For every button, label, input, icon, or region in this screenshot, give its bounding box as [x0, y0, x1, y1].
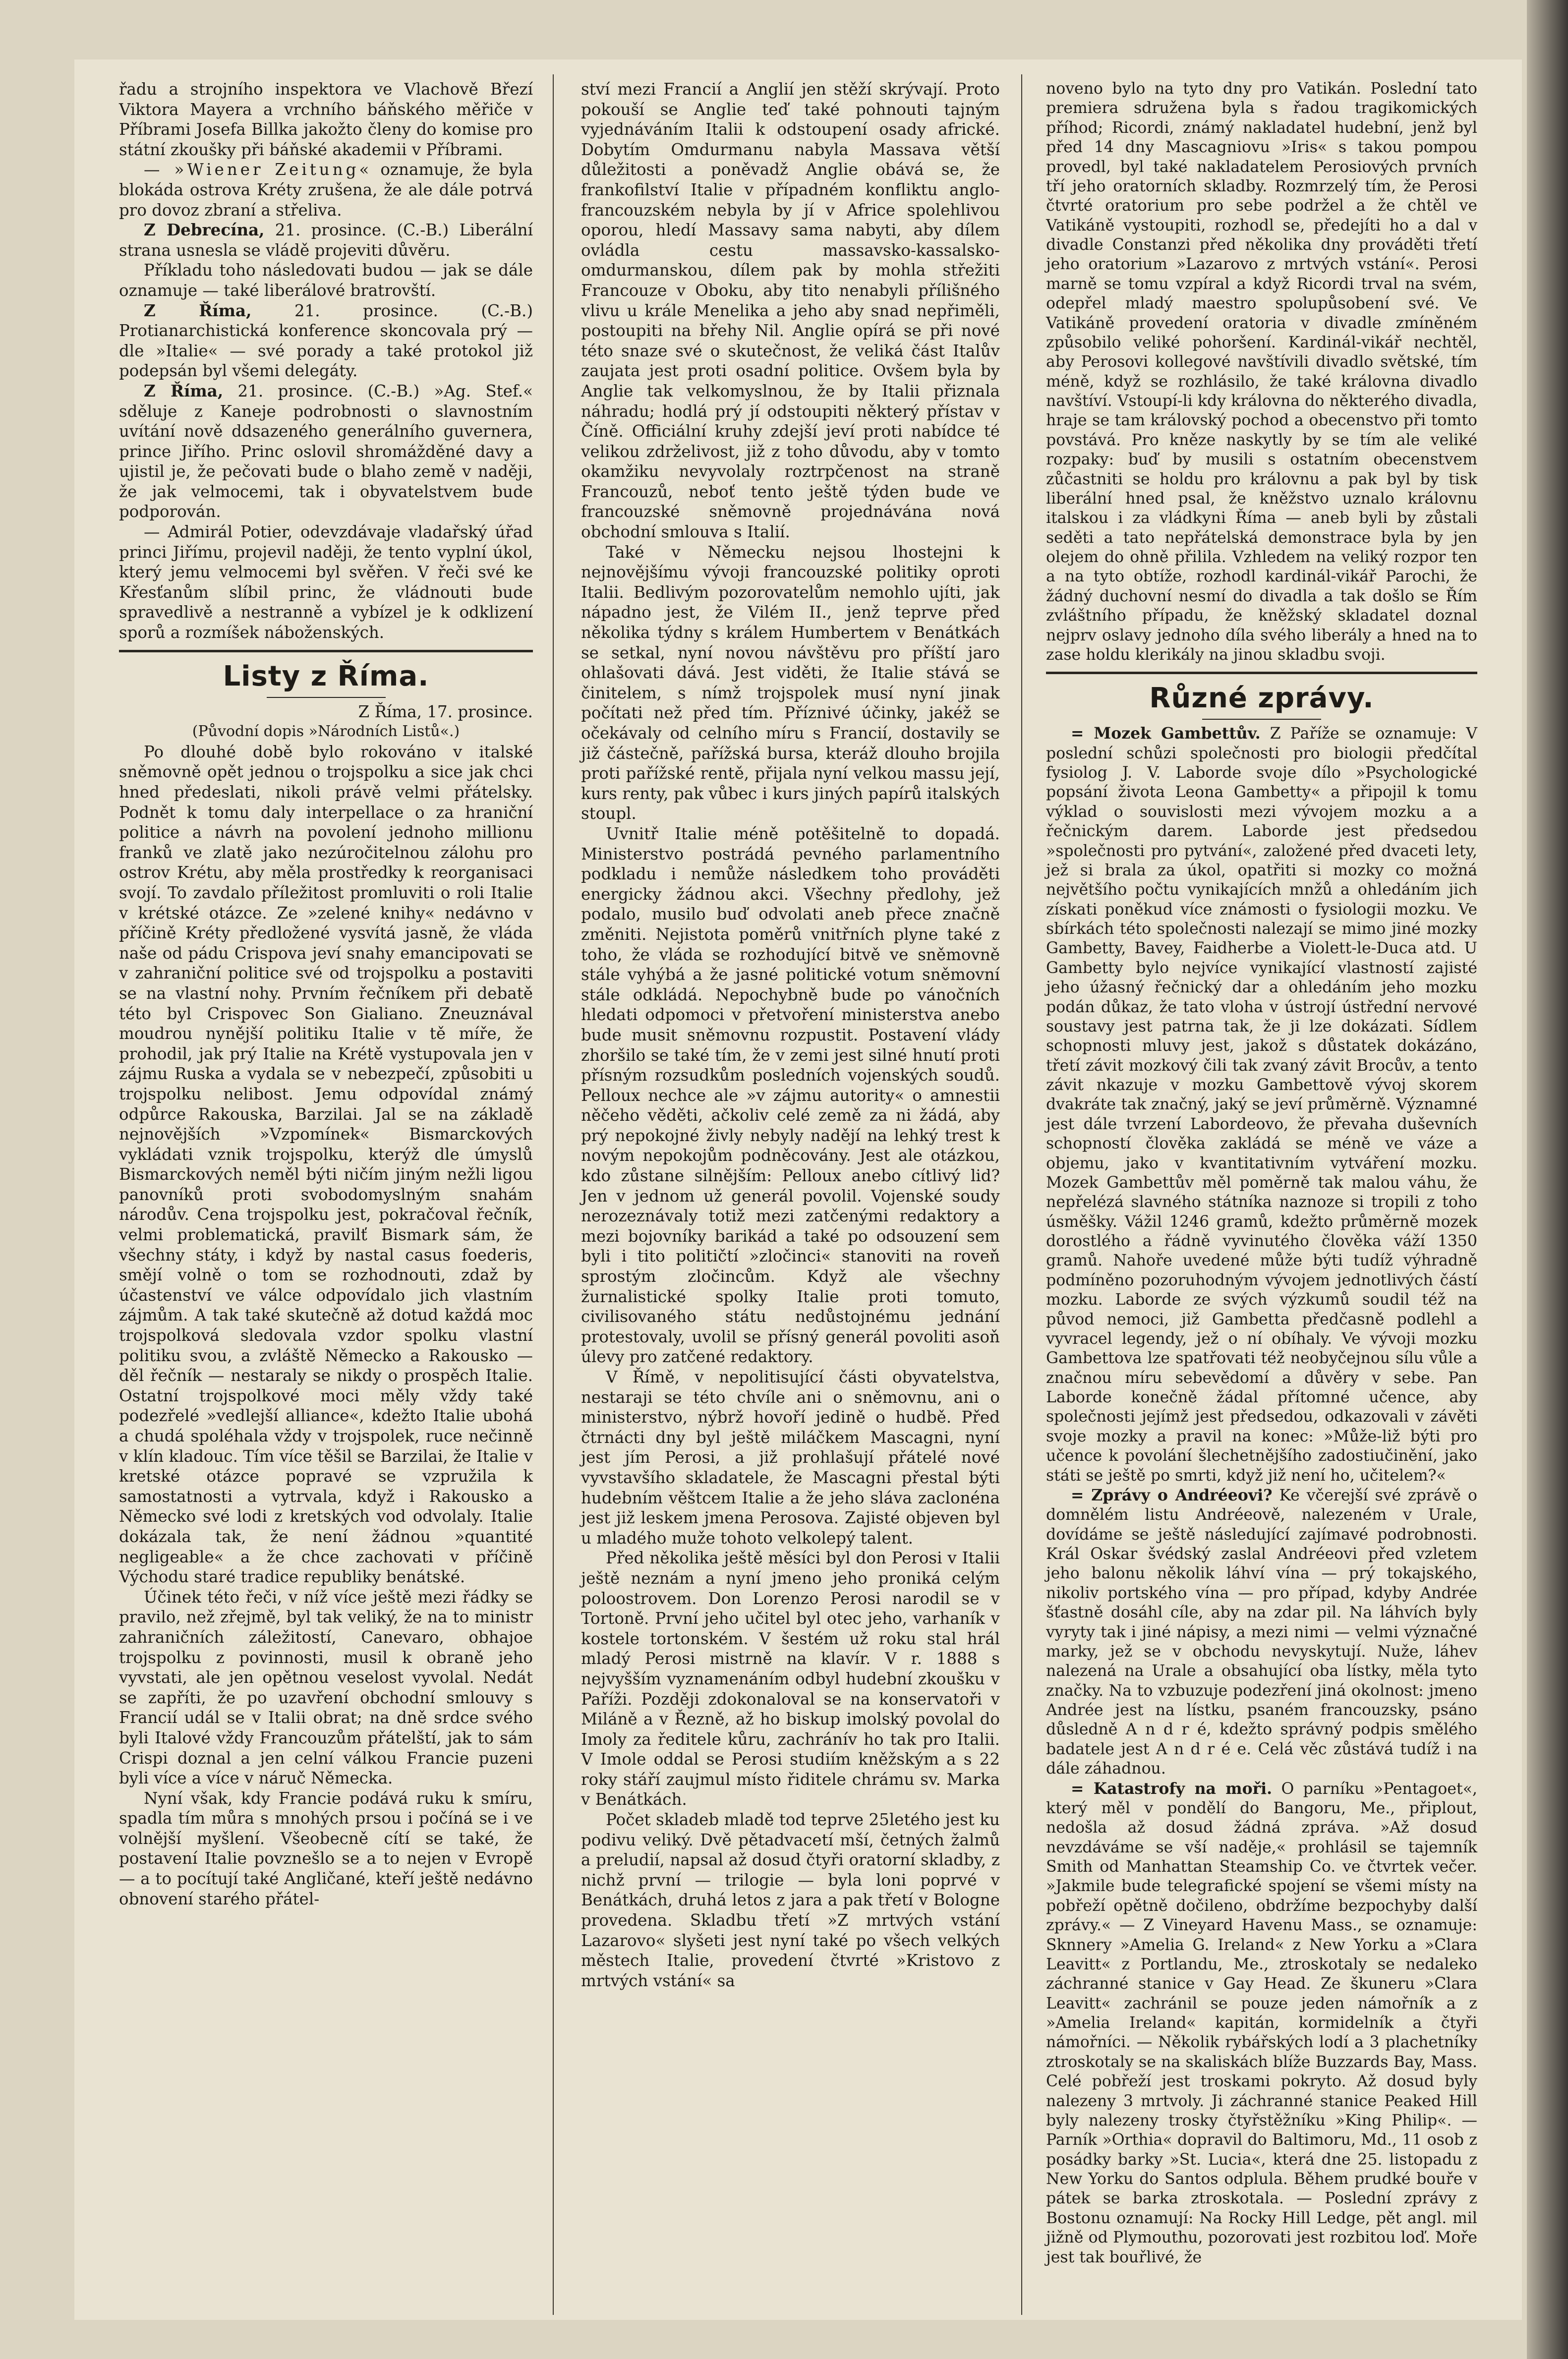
page-edge-shadow — [1527, 0, 1568, 2359]
section-heading: Listy z Říma. — [223, 660, 429, 692]
paragraph: Po dlouhé době bylo rokováno v italské sněmovně opět jednou o trojspolku a sice jak chci hned předeslati, nikoli právě velmi přátelsky. Podnět k tomu daly interpellace o za hraniční politice a návrh na povolení jednoho millionu franků ve zlatě jako nezúročitelnou zálohu pro ostrov Krétu, aby měla prostředky k reorganisaci svojí. To zavdalo příležitost promluviti o roli Italie v krétské otázce. Ze »zelené knihy« nedávno v příčině Kréty předložené vysvítá jasně, že vláda naše od pádu Crispova jeví snahy emancipovati se v zahraniční politice své od trojspolku a postaviti se na vlastní nohy. Prvním řečníkem při debatě této byl Crispovec Son Gialiano. Zneuznával moudrou nynější politiku Italie v tě míře, že prohodil, jak prý Italie na Krétě vystupovala jen v zájmu Ruska a vydala se v nebezpečí, způsobiti u trojspolku nelibost. Jemu odpovídal známý odpůrce Rakouska, Barzilai. Jal se na základě nejnovějších »Vzpomínek« Bismarckových vykládati vznik trojspolku, kterýž dle úmyslů Bismarckových neměl býti ničím jiným nežli ligou panovníků proti svobodomyslným snahám národův. Cena trojspolku jest, pokračoval řečník, velmi problematická, pravilť Bismark sám, že všechny státy, i když by nastal casus foederis, smějí volně o tom se rozhodnouti, zdaž by účastenství ve válce odpovídalo jich vlastním zájmům. A tak také skutečně až dotud každá moc trojspolková sledovala vzdor spolku vlastní politiku svou, a zvláště Německo a Rakousko — děl řečník — nestaraly se nikdy o prospěch Italie. Ostatní trojspolkové moci měly vždy také podezřelé »vedlejší alliance«, kdežto Italie ubohá a chudá spoléhala vždy v trojspolek, ruce nečinně v klín kladouc. Tím více těšil se Barzilai, že Italie v kretské otázce popravé se vzpružila k samostatnosti a vytrvala, když i Rakousko a Německo své lodi z kretských vod odvolaly. Italie dokázala tak, že není žádnou »quantité negligeable« a že chce zachovati v příčině Východu staré tradice republiky benátské. — [119, 742, 533, 1587]
paragraph: Uvnitř Italie méně potěšitelně to dopadá. Ministerstvo postrádá pevného parlamentního podkladu i nemůže následkem toho prováděti energicky žádnou akci. Všechny předlohy, jež podalo, musilo buď odvolati aneb přece značně změniti. Nejistota poměrů vnitřních plyne také z toho, že vláda se rozhodující bitvě ve sněmovně stále vyhýbá a že jasné politické votum sněmovní stále odkládá. Nepochybně bude po vánočních hledati odpomoci v přetvoření ministerstva anebo bude musit sněmovnu rozpustit. Postavení vlády zhoršilo se také tím, že v zemi jest silné hnutí proti přísným rozsudkům posledních vojenských soudů. Pelloux nechce ale »v zájmu autority« o amnestii něčeho věděti, ačkoliv celé země za ni žádá, aby prý nepokojné živly nebyly nadějí na lehký trest k novým nepokojům podněcovány. Jest ale otázkou, kdo zůstane silnějším: Pelloux anebo cítlivý lid? Jen v jednom už generál povolil. Vojenské soudy nerozeznávaly totiž mezi zatčenými redaktory a mezi bojovníky barikád a také po odsouzení sem byli i tito političtí »zločinci« stanoviti na roveň sprostým zločincům. Když ale všechny žurnalistické spolky Italie proti tomuto, civilisovaného státu nedůstojnému jednání protestovaly, uvolil se přísný generál povoliti asoň úlevy pro zatčené redaktory. — [581, 824, 1000, 1367]
paragraph: Účinek této řeči, v níž více ještě mezi řádky se pravilo, než zřejmě, byl tak veliký, že na to ministr zahraničních záležitostí, Canevaro, obhajoe trojspolku z povinnosti, musil k obraně jeho vyvstati, ale jen opětnou veselost vyvolal. Nedát se zapříti, že po uzavření obchodní smlouvy s Francií udál se v Italii obrat; na dně srdce svého byli Italové vždy Francouzům přátelští, jak to sám Crispi doznal a jen celní válkou Francie puzeni byli více a více v náruč Německa. — [119, 1587, 533, 1788]
paragraph: = Mozek Gambettův. Z Paříže se oznamuje: V poslední schůzi společnosti pro biologii předčítal fysiolog J. V. Laborde svoje dílo »Psychologické popsání života Leona Gambetty« a připojil k tomu výklad o souvislosti mezi vývojem mozku a a řečnickým darem. Laborde jest předsedou »společnosti pro pytvání«, založené před dvaceti lety, jež si brala za úkol, opatřiti si mozky co možná největšího počtu vynikajících mnžů a ohledáním jich získati poněkud více známosti o fysiologii mozku. Ve sbírkách této společnosti nalezají se mimo jiné mozky Gambetty, Bavey, Faidherbe a Violett-le-Duca atd. U Gambetty bylo nejvíce vynikající vlastností zajisté jeho úžasný řečnický dar a ohledáním jeho mozku podán důkaz, že tato vloha v ústrojí ústřední nervové soustavy jest patrna tak, že ji lze dokázati. Sídlem schopnosti mluvy jest, jakož s důstatek dokázáno, třetí závit mozkový čili tak zvaný závit Brocův, a tento závit nkazuje v mozku Gambettově vývoj skorem dvakráte tak značný, jaký se jeví průměrně. Významné jest dále tvrzení Labordeovo, že převaha duševních schopností člověka zakládá se méně ve váze a objemu, jako v kvantitativním vytváření mozku. Mozek Gambettův měl poměrně tak malou váhu, že nepřelézá slavného státníka naznoze si tropili z toho úsměšky. Vážil 1246 gramů, kdežto průměrně mozek dorostlého a řádně vyvinutého člověka váží 1350 gramů. Nahoře uvedené může býti tudíž výhradně podmíněno pozoruhodným vývojem jednotlivých částí mozku. Laborde ze svých výzkumů soudil též na původ nemoci, již Gambetta předčasně podlehl a vyvracel legendy, jež o ní obíhaly. Ve vývoji mozku Gambettova lze spatřovati též neobyčejnou sílu vůle a značnou míru sebevědomí a důvěry v sebe. Pan Laborde konečně žádal přítomné učence, aby společnosti jejímž jest předsedou, odkazovali v závěti svoje mozky a pravil na konec: »Může-liž býti pro učence k povolání šlechetnějšího zadostiučinění, jako státi se ještě po smrti, když již není ho, učitelem?« — [1046, 724, 1477, 1485]
paragraph: = Zprávy o Andréeovi? Ke včerejší své zprávě o domnělém listu Andréeově, nalezeném v Urale, dovídáme se ještě následující zajímavé podrobnosti. Král Oskar švédský zaslal Andréeovi před vzletem jeho balonu několik láhví vína — prý tokajského, nikoliv portského vína — pro případ, kdyby Andrée šťastně dosáhl cíle, aby na zdar pil. Na láhvích byly vyryty tak i jiné nápisy, a mezi nimi — velmi význačné marky, jež se v obchodu nevyskytují. Nuže, láhev nalezená na Urale a obsahující oba lístky, měla tyto značky. Na to vzbuzuje podezření jiná okolnost: jmeno Andrée jest na lístku, psaném francouzsky, psáno důsledně A n d r é, kdežto správný podpis smělého badatele jest A n d r é e. Celá věc zůstává tudíž i na dále záhadnou. — [1046, 1486, 1477, 1778]
paragraph: Také v Německu nejsou lhostejni k nejnovějšímu vývoji francouzské politiky oproti Italii. Bedlivým pozorovatelům nemohlo ujíti, jak nápadno jest, že Vilém II., jenž teprve před několika týdny s králem Humbertem v Benátkách se setkal, nyní novou návštěvu pro příští jaro ohlašovati dává. Jest viděti, že Italie stává se činitelem, s nímž trojspolek musí nyní jinak počítati než před tím. Příznivé účinky, jakéž se očekávaly od celního míru s Francií, dostavily se již částečně, pařížská bursa, kteráž dlouho brojila proti pařížské rentě, přijala nyní velkou massu její, kurs renty, pak vůbec i kurs jiných papírů italských stoupl. — [581, 542, 1000, 823]
section-divider — [119, 650, 533, 652]
heading-underline — [1202, 719, 1321, 720]
dateline: Z Říma, 17. prosince. — [358, 702, 533, 721]
paragraph: noveno bylo na tyto dny pro Vatikán. Poslední tato premiera sdružena byla s řadou tragikomických příhod; Ricordi, známý nakladatel hudební, jenž byl před 14 dny Mascagniovu »Iris« s takou pompou provedl, byl také nakladatelem Perosiových prvních tří jeho oratorních skladby. Rozmrzelý tím, že Perosi čtvrté oratorium pro sebe podržel a že chtěl ve Vatikáně vystoupiti, rozhodl se, předejíti ho a dal v divadle Constanzi před několika dny prováděti třetí jeho oratorium »Lazarovo z mrtvých vstání«. Perosi marně se tomu vzpíral a když Ricordi trval na svém, odepřel mladý maestro spolupůsobení své. Ve Vatikáně provedení oratoria v divadle zmíněném způsobilo veliké pohoršení. Kardinál-vikář nechtěl, aby Perosovi kollegové navštívili divadlo světské, tím méně, když se rozhlásilo, že také královna divadlo navštíví. Vstoupí-li kdy královna do některého divadla, hraje se tam královský pochod a obecenstvo při tomto povstává. Pro kněze naskytly by se tím ale veliké rozpaky: buď by musili s ostatním obecenstvem zůčastniti se holdu pro královnu a pak byl by tisk liberální hned psal, že kněžstvo uznalo královnu italskou i za vládkyni Říma — aneb byli by zůstali seděti a tato nepřátelská demonstrace byla by jen olejem do ohně přilila. Vzhledem na veliký rozpor ten a na tyto obtíže, rozhodl kardinál-vikář Parochi, že žádný duchovní nesmí do divadla a tak došlo se Řím zvláštního případu, že kněžský skladatel doznal nejprv oslavy jednoho díla svého liberály a hned na to zase holdu klerikály na jinou skladbu svoji. — [1046, 80, 1477, 664]
dateline-lead: Z Debrecína, — [144, 220, 265, 240]
column-3 — [1046, 79, 1477, 2267]
paragraph: Příkladu toho následovati budou — jak se dále oznamuje — také liberálové bratrovští. — [119, 261, 533, 300]
item-lead: = Zprávy o Andréeovi? — [1071, 1486, 1273, 1504]
dateline-lead: Z Říma, — [144, 381, 224, 401]
paragraph: — Admirál Potier, odevzdávaje vladařský úřad princi Jiřímu, projevil naději, že tento vyplní úkol, který jemu velmocemi byl svěřen. V řeči své ke Křesťanům slíbil princ, že vládnouti bude spravedlivě a nestranně a vybízel je k odklizení sporů a rozmíšek náboženských. — [119, 522, 533, 642]
section-heading: Různé zprávy. — [1149, 682, 1374, 715]
paragraph: Z Debrecína, 21. prosince. (C.-B.) Liberální strana usnesla se vládě projeviti důvěru. — [119, 220, 533, 260]
paragraph: ství mezi Francií a Anglií jen stěží skrývají. Proto pokouší se Anglie teď také pohnouti tajným vyjednáváním Italii k odstoupení osady africké. Dobytím Omdurmanu nabyla Massava větší důležitosti a poněvadž Anglie obává se, že frankofilství Italie v případném konfliktu anglo-francouzském nebyla by jí v Africe spolehlivou oporou, hledí Massavy sama nabyti, aby dílem ovládla cestu massavsko-kassalsko-omdurmanskou, dílem pak by mohla střežiti Francouze v Oboku, aby tito nenabyli přílišného vlivu u krále Menelika a jeho aby snad nepřiměli, postoupiti na břehy Nil. Anglie opírá se při nové této snaze své o skutečnost, že veliká část Italův zaujata jest proti osadní politice. Ovšem byla by Anglie tak velkomyslnou, že by Italii přiznala náhradu; hodlá prý jí odstoupiti některý přístav v Číně. Officiální kruhy zdejší jeví proti nabídce té velikou zdrželivost, již z toho důvodu, aby v tomto okamžiku nevyvolaly roztrpčenost na straně Francouzů, neboť tento ještě týden bude ve francouzské sněmovně projednávána nová obchodní smlouva s Italií. — [581, 80, 1000, 542]
paragraph: Před několika ještě měsíci byl don Perosi v Italii ještě neznám a nyní jmeno jeho proniká celým poloostrovem. Don Lorenzo Perosi narodil se v Tortoně. První jeho učitel byl otec jeho, varhaník v kostele tortonském. V šestém už roku stal hrál mladý Perosi mistrně na klavír. V r. 1888 s nejvyšším vyznamenáním odbyl hudební zkoušku v Paříži. Později zdokonaloval se na konservatoři v Miláně a v Řezně, až ho biskup imolský povolal do Imoly za ředitele kůru, zachránív ho tak pro Italii. V Imole oddal se Perosi studiím kněžským a s 22 roky stáří zaujmul místo řiditele chrámu sv. Marka v Benátkách. — [581, 1549, 1000, 1809]
spaced-lead: — »Wiener Zeitung« — [144, 160, 372, 179]
item-lead: = Mozek Gambettův. — [1071, 724, 1261, 743]
column-2 — [581, 79, 1000, 1991]
dateline-lead: Z Říma, — [144, 300, 252, 320]
paragraph: V Římě, v nepolitisující části obyvatelstva, nestaraji se této chvíle ani o sněmovnu, ani o ministerstvo, nýbrž hovoří jedině o hudbě. Před čtrnácti dny byl ještě miláčkem Mascagni, nyní jest jím Perosi, a již prohlašují přátelé nové vyvstavšího skladatele, že Mascagni přestal býti hudebním věštcem Italie a že jeho sláva zaclonéna jest již leskem jmena Perosova. Zajisté objeven byl u mladého muže tohoto velkolepý talent. — [581, 1368, 1000, 1548]
section-divider — [1046, 672, 1477, 674]
paragraph: Z Říma, 21. prosince. (C.-B.) »Ag. Stef.« sděluje z Kaneje podrobnosti o slavnostním uvítání nově ddsazeného generálního guvernera, prince Jiřího. Princ oslovil shromážděné davy a ujistil je, že pečovati bude o blaho země v naději, že jak velmocemi, tak i obyvatelstvem bude podporován. — [119, 381, 533, 521]
paragraph: Počet skladeb mladě tod teprve 25letého jest ku podivu veliký. Dvě pětadvacetí mší, četných žalmů a preludií, napsal až dosud čtyři oratorní skladby, z nichž první — trilogie — byla loni poprvé v Benátkách, druhá letos z jara a pak třetí v Bologne provedena. Skladbu třetí »Z mrtvých vstání Lazarovo« slyšeti jest nyní také po všech velkých městech Italie, provedení čtvrté »Kristovo z mrtvých vstání« sa — [581, 1810, 1000, 1990]
source-note: (Původní dopis »Národních Listů«.) — [192, 723, 460, 741]
column-1 — [119, 79, 533, 1909]
column-rule — [553, 74, 554, 2315]
newspaper-page — [74, 59, 1522, 2320]
paragraph: = Katastrofy na moři. O parníku »Pentagoet«, který měl v pondělí do Bangoru, Me., připlout, nedošla až dosud žádná zpráva. »Až dosud nevzdáváme se vší naděje,« prohlásil se tajemník Smith od Manhattan Steamship Co. ve čtvrtek večer. »Jakmile bude telegrafické spojení se všemi místy na pobřeží opětně dočileno, obdržíme bezpochyby další zprávy.« — Z Vineyard Havenu Mass., se oznamuje: Sknnery »Amelia G. Ireland« z New Yorku a »Clara Leavitt« z Portlandu, Me., ztroskotaly se nedaleko záchranné stanice v Gay Head. Ze škuneru »Clara Leavitt« zachránil se pouze jeden námořník a z »Amelia Ireland« kapitán, kormidelník a čtyři námořníci. — Několik rybářských lodí a 3 plachetníky ztroskotaly se na skaliskách blíže Buzzards Bay, Mass. Celé pobřeží jest troskami pokryto. Až dosud byly nalezeny 3 mrtvoly. Ji záchranné stanice Peaked Hill byly nalezeny trosky čtyřstěžníku »King Philip«. — Parník »Orthia« dopravil do Baltimoru, Md., 11 osob z posádky barky »St. Lucia«, která dne 25. listopadu z New Yorku do Santos odplula. Během prudké bouře v pátek se barka ztroskotala. — Poslední zprávy z Bostonu oznamují: Na Rocky Hill Ledge, pět angl. mil jižně od Plymouthu, pozorovati jest rozbitou loď. Moře jest tak bouřlivé, že — [1046, 1779, 1477, 2266]
heading-underline — [267, 697, 386, 698]
paragraph: řadu a strojního inspektora ve Vlachově Březí Viktora Mayera a vrchního báňského měřiče v Příbrami Josefa Billka jakožto členy do komise pro státní zkoušky při báňské akademii v Příbrami. — [119, 80, 533, 159]
column-rule — [1021, 74, 1022, 2315]
paragraph: Nyní však, kdy Francie podává ruku k smíru, spadla tím můra s mnohých prsou i počíná se i ve volnější myšlení. Všeobecně cítí se také, že postavení Italie povznešlo se a to nejen v Evropě — a to pocítují také Angličané, kteří ještě nedávno obnovení starého přátel- — [119, 1788, 533, 1908]
paragraph: Z Říma, 21. prosince. (C.-B.) Protianarchistická konference skoncovala prý — dle »Italie« — své porady a také protokol již podepsán byl všemi delegáty. — [119, 300, 533, 381]
paragraph: — »Wiener Zeitung« oznamuje, že byla blokáda ostrova Kréty zrušena, že ale dále potrvá pro dovoz zbraní a střeliva. — [119, 160, 533, 220]
item-lead: = Katastrofy na moři. — [1071, 1779, 1273, 1798]
